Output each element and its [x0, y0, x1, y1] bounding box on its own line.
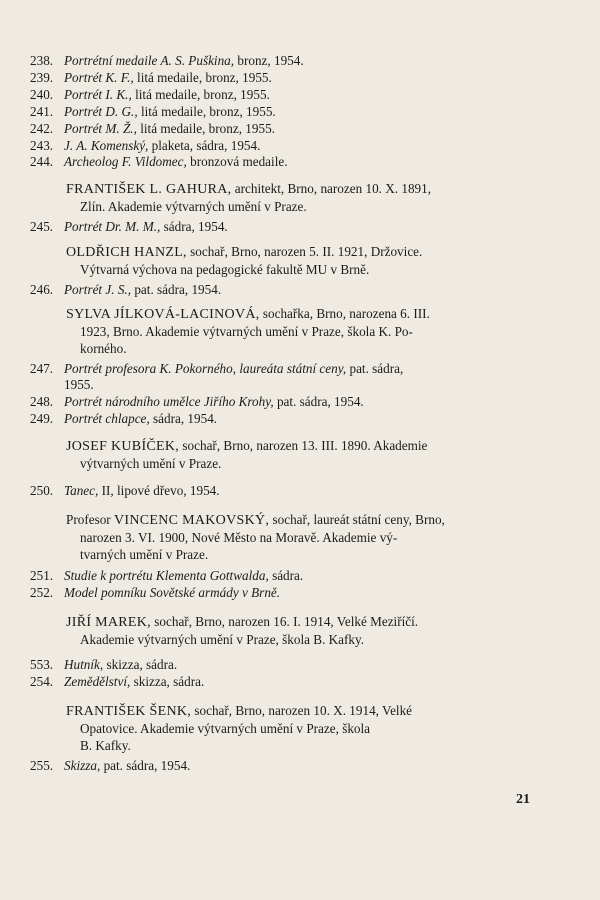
entry-title: Portrét profesora K. Pokorného, laureáta státní ceny, — [64, 361, 347, 376]
artist-bio-kubicek — [66, 437, 546, 472]
artist-name: FRANTIŠEK L. GAHURA, — [66, 182, 232, 197]
entry-details: pat. sádra, — [346, 361, 404, 376]
entry-title: J. A. Komenský, — [64, 138, 149, 153]
entry-details: 1955. — [64, 377, 94, 392]
artist-name: FRANTIŠEK ŠENK, — [66, 704, 192, 719]
entry-details: litá medaile, bronz, 1955. — [131, 87, 270, 102]
entry-details: litá medaile, bronz, 1955. — [137, 104, 276, 119]
entry-details: litá medaile, bronz, 1955. — [136, 121, 275, 136]
entry-details: pat. sádra, 1954. — [100, 758, 191, 773]
artist-bio-line: narozen 3. VI. 1900, Nové Město na Moravě. Akademie vý- — [80, 530, 398, 545]
artist-bio-line: B. Kafky. — [80, 738, 131, 753]
entry-details: bronz, 1954. — [234, 53, 304, 68]
entry-details: bronzová medaile. — [186, 154, 288, 169]
catalog-entry-240 — [30, 86, 270, 103]
catalog-entry-244 — [30, 153, 288, 170]
catalog-entry-247 — [30, 360, 403, 377]
artist-title-prefix: Profesor — [66, 512, 114, 527]
entry-title: Model pomníku Sovětské armády v Brně. — [64, 585, 281, 600]
entry-number: 251. — [30, 568, 54, 583]
entry-title: Portrét národního umělce Jiřího Krohy, — [64, 394, 274, 409]
entry-number: 249. — [30, 411, 54, 426]
artist-bio-line: korného. — [80, 341, 127, 356]
artist-bio-marek — [66, 613, 546, 648]
entry-details: skizza, sádra. — [103, 657, 178, 672]
artist-bio-line: Zlín. Akademie výtvarných umění v Praze. — [80, 199, 307, 214]
entry-number: 242. — [30, 121, 54, 136]
entry-title: Portrét chlapce, — [64, 411, 150, 426]
catalog-entry-239 — [30, 69, 272, 86]
catalog-entry-248 — [30, 393, 364, 410]
catalog-entry-246 — [30, 281, 221, 298]
entry-title: Portrét J. S., — [64, 282, 132, 297]
entry-number: 255. — [30, 758, 54, 773]
entry-details: pat. sádra, 1954. — [273, 394, 364, 409]
entry-number: 254. — [30, 674, 54, 689]
entry-number: 240. — [30, 87, 54, 102]
entry-details: sádra. — [268, 568, 304, 583]
entry-details: sádra, 1954. — [160, 219, 228, 234]
entry-number: 553. — [30, 657, 54, 672]
entry-details: pat. sádra, 1954. — [131, 282, 222, 297]
entry-number: 245. — [30, 219, 54, 234]
entry-number: 250. — [30, 483, 54, 498]
artist-name: OLDŘICH HANZL, — [66, 245, 187, 260]
entry-number: 243. — [30, 138, 54, 153]
artist-bio-line: sochař, Brno, narozen 13. III. 1890. Akademie — [179, 438, 428, 453]
entry-title: Tanec, — [64, 483, 99, 498]
entry-details: skizza, sádra. — [130, 674, 205, 689]
artist-bio-line: sochař, Brno, narozen 16. I. 1914, Velké Meziříčí. — [150, 614, 419, 629]
artist-bio-line: architekt, Brno, narozen 10. X. 1891, — [231, 181, 432, 196]
artist-bio-senk — [66, 702, 546, 754]
catalog-entry-249 — [30, 410, 217, 427]
entry-title: Portrétní medaile A. S. Puškina, — [64, 53, 235, 68]
entry-number: 244. — [30, 154, 54, 169]
catalog-entry-241 — [30, 103, 276, 120]
entry-title: Portrét M. Ž., — [64, 121, 137, 136]
catalog-entry-238 — [30, 52, 304, 69]
page-number: 21 — [516, 792, 530, 807]
entry-title: Portrét I. K., — [64, 87, 132, 102]
entry-title: Portrét Dr. M. M., — [64, 219, 161, 234]
catalog-entry-255 — [30, 757, 190, 774]
catalog-entry-251 — [30, 567, 303, 584]
artist-bio-line: Výtvarná výchova na pedagogické fakultě MU v Brně. — [80, 262, 370, 277]
artist-bio-line: sochař, laureát státní ceny, Brno, — [269, 512, 445, 527]
artist-bio-line: 1923, Brno. Akademie výtvarných umění v Praze, škola K. Po- — [80, 324, 413, 339]
artist-bio-line: sochař, Brno, narozen 10. X. 1914, Velké — [191, 703, 413, 718]
artist-bio-line: tvarných umění v Praze. — [80, 547, 209, 562]
entry-number: 241. — [30, 104, 54, 119]
entry-title: Skizza, — [64, 758, 101, 773]
artist-bio-hanzl — [66, 243, 546, 278]
catalog-entry-252 — [30, 584, 280, 601]
entry-number: 239. — [30, 70, 54, 85]
artist-name: VINCENC MAKOVSKÝ, — [113, 513, 270, 528]
artist-name: JOSEF KUBÍČEK, — [66, 439, 180, 454]
entry-details: plaketa, sádra, 1954. — [148, 138, 261, 153]
catalog-entry-247-continued — [30, 376, 94, 393]
artist-bio-line: sochařka, Brno, narozena 6. III. — [259, 306, 430, 321]
catalog-entry-242 — [30, 120, 275, 137]
artist-name: JIŘÍ MAREK, — [66, 615, 151, 630]
artist-bio-jilkova-lacinova — [66, 305, 546, 357]
catalog-entry-250 — [30, 482, 220, 499]
entry-title: Zemědělství, — [64, 674, 131, 689]
artist-bio-line: Opatovice. Akademie výtvarných umění v Praze, škola — [80, 721, 371, 736]
entry-details: sádra, 1954. — [149, 411, 218, 426]
entry-title: Archeolog F. Vildomec, — [64, 154, 187, 169]
artist-bio-gahura — [66, 180, 546, 215]
entry-title: Studie k portrétu Klementa Gottwalda, — [64, 568, 269, 583]
artist-name: SYLVA JÍLKOVÁ-LACINOVÁ, — [66, 307, 260, 322]
entry-title: Hutník, — [64, 657, 104, 672]
catalog-entry-245 — [30, 218, 228, 235]
entry-details: II, lipové dřevo, 1954. — [98, 483, 220, 498]
artist-bio-makovsky — [66, 511, 546, 563]
entry-details: litá medaile, bronz, 1955. — [133, 70, 272, 85]
artist-bio-line: sochař, Brno, narozen 5. II. 1921, Držovice. — [186, 244, 423, 259]
entry-title: Portrét D. G., — [64, 104, 138, 119]
catalog-entry-253 — [30, 656, 177, 673]
catalog-entry-254 — [30, 673, 204, 690]
artist-bio-line: Akademie výtvarných umění v Praze, škola B. Kafky. — [80, 632, 365, 647]
entry-number: 247. — [30, 361, 54, 376]
entry-number: 248. — [30, 394, 54, 409]
entry-number: 238. — [30, 53, 54, 68]
catalog-entry-243 — [30, 137, 260, 154]
entry-title: Portrét K. F., — [64, 70, 134, 85]
artist-bio-line: výtvarných umění v Praze. — [80, 456, 222, 471]
entry-number: 252. — [30, 585, 54, 600]
entry-number: 246. — [30, 282, 54, 297]
